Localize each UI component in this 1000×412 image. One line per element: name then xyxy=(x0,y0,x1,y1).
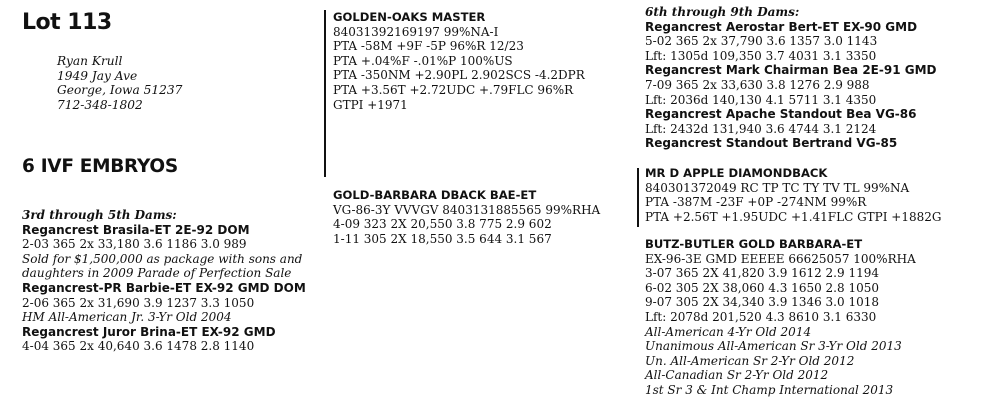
sire-record-line: PTA +.04%F -.01%P 100%US xyxy=(333,53,513,68)
mgd-name: BUTZ-BUTLER GOLD BARBARA-ET xyxy=(645,237,863,251)
dam-record-line: 7-09 365 2x 33,630 3.8 1276 2.9 988 xyxy=(645,77,870,92)
seller-city: George, Iowa 51237 xyxy=(57,83,183,98)
dams-6-9-list xyxy=(645,20,936,151)
dam-record-line: daughters in 2009 Parade of Perfection Sale xyxy=(22,266,292,281)
sire-record-line: PTA +3.56T +2.72UDC +.79FLC 96%R xyxy=(333,82,574,97)
dam-record-line: Regancrest Apache Standout Bea VG-86 xyxy=(645,107,917,122)
dams-6-9-block xyxy=(645,5,936,151)
mgs-info xyxy=(645,181,941,225)
mgd-record-line: Unanimous All-American Sr 3-Yr Old 2013 xyxy=(645,339,902,354)
dams-3-5-list xyxy=(22,223,306,354)
mgd-record-line: Un. All-American Sr 2-Yr Old 2012 xyxy=(645,353,855,368)
dam-record-line: Lft: 1305d 109,350 3.7 4031 3.1 3350 xyxy=(645,48,877,63)
mgd-record-line: Lft: 2078d 201,520 4.3 8610 3.1 6330 xyxy=(645,309,877,324)
mgs-record-line: PTA +2.56T +1.95UDC +1.41FLC GTPI +1882G xyxy=(645,209,942,224)
mgd-record-line: 3-07 365 2X 41,820 3.9 1612 2.9 1194 xyxy=(645,266,879,281)
dams-3-5-heading: 3rd through 5th Dams: xyxy=(22,208,177,222)
mgs-record-line: PTA -387M -23F +0P -274NM 99%R xyxy=(645,195,867,210)
dam-record-line: Regancrest Brasila-ET 2E-92 DOM xyxy=(22,222,250,237)
dam-record-line: 4-04 365 2x 40,640 3.6 1478 2.8 1140 xyxy=(22,339,255,354)
mgs-record-line: 840301372049 RC TP TC TY TV TL 99%NA xyxy=(645,180,910,195)
dam-record-line: 1-11 305 2X 18,550 3.5 644 3.1 567 xyxy=(333,231,552,246)
seller-name: Ryan Krull xyxy=(57,54,123,68)
dam-record-line: VG-86-3Y VVVGV 8403131885565 99%RHA xyxy=(333,202,601,217)
lot-number: Lot 113 xyxy=(22,10,112,35)
mgd-record-line: 6-02 305 2X 38,060 4.3 1650 2.8 1050 xyxy=(645,280,879,295)
mgd-record-line: All-Canadian Sr 2-Yr Old 2012 xyxy=(645,368,829,383)
mgd-record-line: 1st Sr 3 & Int Champ International 2013 xyxy=(645,382,894,397)
dam-record-line: Regancrest Standout Bertrand VG-85 xyxy=(645,136,898,151)
mgd-record-line: EX-96-3E GMD EEEEE 66625057 100%RHA xyxy=(645,251,916,266)
mgs-block xyxy=(645,166,941,224)
dam-name: GOLD-BARBARA DBACK BAE-ET xyxy=(333,188,537,202)
dams-3-5-block xyxy=(22,208,306,354)
seller-phone: 712-348-1802 xyxy=(57,97,143,112)
dam-record-line: 4-09 323 2X 20,550 3.8 775 2.9 602 xyxy=(333,217,552,232)
dam-record-line: 5-02 365 2x 37,790 3.6 1357 3.0 1143 xyxy=(645,34,878,49)
dams-6-9-heading: 6th through 9th Dams: xyxy=(645,5,800,19)
dam-record-line: Regancrest-PR Barbie-ET EX-92 GMD DOM xyxy=(22,280,306,295)
mgd-record-line: 9-07 305 2X 34,340 3.9 1346 3.0 1018 xyxy=(645,295,879,310)
dam-record-line: Lft: 2036d 140,130 4.1 5711 3.1 4350 xyxy=(645,92,877,107)
sire-record-line: PTA -350NM +2.90PL 2.902SCS -4.2DPR xyxy=(333,68,585,83)
sire-name: GOLDEN-OAKS MASTER xyxy=(333,10,486,24)
dam-record-line: 2-03 365 2x 33,180 3.6 1186 3.0 989 xyxy=(22,237,247,252)
sire-record-line: PTA -58M +9F -5P 96%R 12/23 xyxy=(333,39,524,54)
dam-info xyxy=(333,203,600,247)
dam-record-line: Regancrest Juror Brina-ET EX-92 GMD xyxy=(22,324,276,339)
sire-record-line: GTPI +1971 xyxy=(333,97,408,112)
sire-info xyxy=(333,25,585,113)
pedigree-divider-mgs xyxy=(637,168,639,227)
dam-record-line: Lft: 2432d 131,940 3.6 4744 3.1 2124 xyxy=(645,121,877,136)
dam-block xyxy=(333,188,600,246)
sire-record-line: 84031392169197 99%NA-I xyxy=(333,24,499,39)
mgd-info xyxy=(645,252,916,398)
dam-record-line: Regancrest Mark Chairman Bea 2E-91 GMD xyxy=(645,63,937,78)
seller-street: 1949 Jay Ave xyxy=(57,68,138,83)
mgd-record-line: All-American 4-Yr Old 2014 xyxy=(645,324,812,339)
sire-block xyxy=(333,10,585,112)
mgs-name: MR D APPLE DIAMONDBACK xyxy=(645,166,828,180)
dam-record-line: HM All-American Jr. 3-Yr Old 2004 xyxy=(22,310,232,325)
mgd-block xyxy=(645,237,916,398)
seller-address xyxy=(57,54,182,112)
dam-record-line: Regancrest Aerostar Bert-ET EX-90 GMD xyxy=(645,19,918,34)
pedigree-divider-sire xyxy=(324,10,326,177)
dam-record-line: Sold for $1,500,000 as package with sons and xyxy=(22,251,303,266)
offering-title: 6 IVF EMBRYOS xyxy=(22,156,178,177)
dam-record-line: 2-06 365 2x 31,690 3.9 1237 3.3 1050 xyxy=(22,295,255,310)
